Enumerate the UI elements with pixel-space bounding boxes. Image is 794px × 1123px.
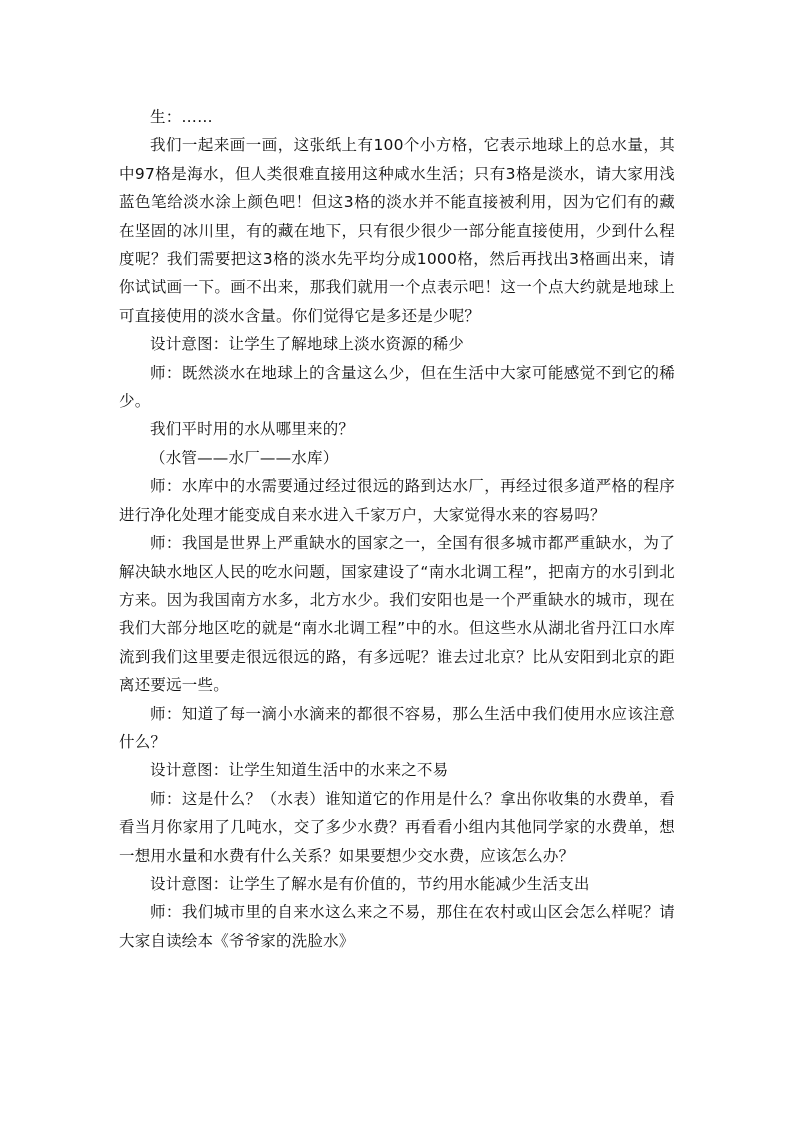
paragraph-teacher-5: 师：这是什么？（水表）谁知道它的作用是什么？拿出你收集的水费单，看看当月你家用了几吨水，交了多少水费？再看看小组内其他同学家的水费单，想一想用水量和水费有什么关系？如果要想少交水费，应该怎么办？ (119, 789, 675, 865)
paragraph-drawing-activity: 我们一起来画一画，这张纸上有100个小方格，它表示地球上的总水量，其中97格是海水，但人类很难直接用这种咸水生活；只有3格是淡水，请大家用浅蓝色笔给淡水涂上颜色吧！但这3格的淡水并不能直接被利用，因为它们有的藏在坚固的冰川里，有的藏在地下，只有很少很少一部分能直接使用，少到什么程度呢？我们需要把这3格的淡水先平均分成1000格，然后再找出3格画出来，请你试试画一下。画不出来，那我们就用一个点表示吧！这一个点大约就是地球上可直接使用的淡水含量。你们觉得它是多还是少呢？ (119, 136, 675, 325)
paragraph-teacher-1: 师：既然淡水在地球上的含量这么少，但在生活中大家可能感觉不到它的稀少。 (119, 363, 675, 411)
paragraph-question: 我们平时用的水从哪里来的？ (150, 420, 355, 439)
paragraph-design-intent-2: 设计意图：让学生知道生活中的水来之不易 (150, 761, 449, 780)
document-body (119, 103, 675, 955)
paragraph-design-intent-3: 设计意图：让学生了解水是有价值的，节约用水能减少生活支出 (150, 874, 590, 893)
paragraph-teacher-4: 师：知道了每一滴小水滴来的都很不容易，那么生活中我们使用水应该注意什么？ (119, 704, 675, 751)
paragraph-water-source: （水管——水厂——水库） (150, 448, 339, 467)
paragraph-teacher-3: 师：我国是世界上严重缺水的国家之一，全国有很多城市都严重缺水，为了解决缺水地区人民的吃水问题，国家建设了“南水北调工程”，把南方的水引到北方来。因为我国南方水多，北方水少。我们安阳也是一个严重缺水的城市，现在我们大部分地区吃的就是“南水北调工程”中的水。但这些水从湖北省丹江口水库流到我们这里要走很远很远的路，有多远呢？谁去过北京？比从安阳到北京的距离还要远一些。 (119, 534, 675, 695)
paragraph-student-reply: 生：…… (150, 108, 213, 126)
paragraph-design-intent-1: 设计意图：让学生了解地球上淡水资源的稀少 (150, 335, 465, 354)
paragraph-teacher-6: 师：我们城市里的自来水这么来之不易，那住在农村或山区会怎么样呢？请大家自读绘本《爷爷家的洗脸水》 (119, 903, 675, 950)
paragraph-teacher-2: 师：水库中的水需要通过经过很远的路到达水厂，再经过很多道严格的程序进行净化处理才能变成自来水进入千家万户，大家觉得水来的容易吗？ (119, 477, 675, 524)
